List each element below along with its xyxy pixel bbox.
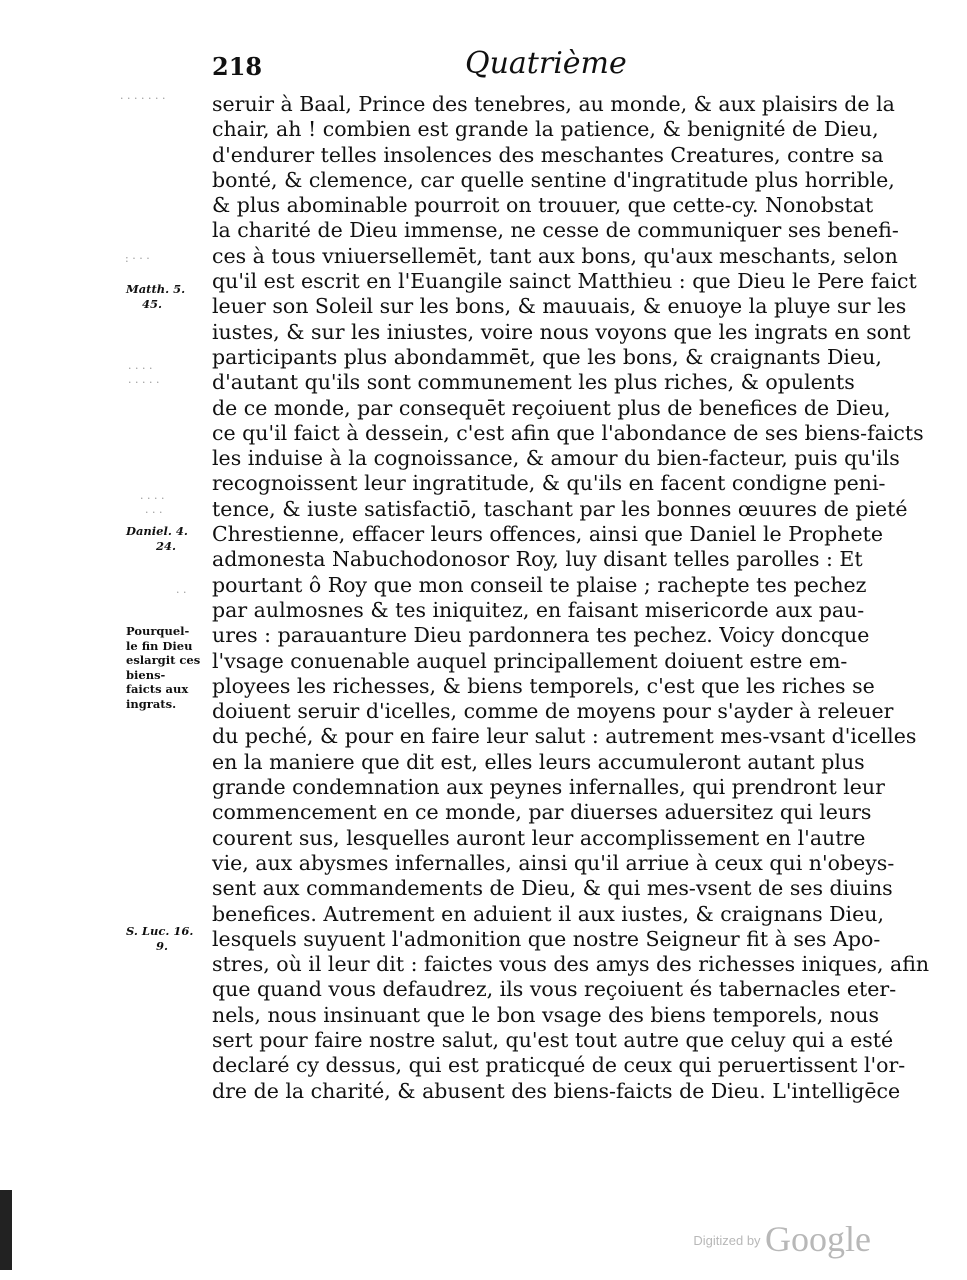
margin-note-line: biens- [126, 667, 166, 682]
text-line: en la maniere que dit est, elles leurs accumuleront autant plus [212, 749, 865, 774]
text-line: les induise à la cognoissance, & amour du bien-facteur, puis qu'ils [212, 446, 900, 471]
text-line: courent sus, lesquelles auront leur accomplissement en l'autre [212, 825, 866, 850]
margin-note-line: Pourquel- [126, 624, 190, 638]
text-line: l'vsage conuenable auquel principallement doiuent estre em- [212, 648, 848, 673]
margin-note-line: 45. [142, 296, 163, 311]
text-line: la charité de Dieu immense, ne cesse de communiquer ses benefi- [212, 218, 899, 243]
margin-note-luke [126, 924, 193, 953]
text-line: lesquels suyuent l'admonition que nostre Seigneur fit à ses Apo- [212, 926, 881, 951]
margin-note-line: ingrats. [126, 696, 177, 711]
bleed-through-mark: · · · · · [128, 376, 160, 389]
margin-note-line: eslargit ces [126, 653, 201, 667]
margin-note-line: S. Luc. 16. [126, 924, 194, 938]
running-title: Quatrième [465, 46, 627, 81]
text-line: stres, où il leur dit : faictes vous des amys des richesses iniques, afin [212, 952, 930, 977]
text-line: de ce monde, par consequēt reçoiuent plus de benefices de Dieu, [212, 395, 891, 420]
margin-note-daniel [126, 524, 188, 553]
margin-note-matthew [126, 282, 185, 311]
margin-note-line: faicts aux [126, 682, 189, 696]
text-line: ces à tous vniuersellemēt, tant aux bons, qu'aux meschants, selon [212, 243, 898, 268]
text-line: recognoissent leur ingratitude, & qu'ils en facent condigne peni- [212, 471, 886, 496]
watermark-prefix: Digitized by [693, 1233, 761, 1248]
text-line: grande condemnation aux peynes infernalles, qui prendront leur [212, 775, 885, 800]
text-line: sert pour faire nostre salut, qu'est tout autre que celuy qui a esté [212, 1027, 894, 1052]
text-line: doiuent seruir d'icelles, comme de moyens pour s'ayder à releuer [212, 699, 894, 724]
bleed-through-mark: · · · · [140, 492, 165, 505]
margin-note-why-god-gives [126, 624, 200, 711]
text-line: seruir à Baal, Prince des tenebres, au monde, & aux plaisirs de la [212, 92, 895, 116]
text-line: ployees les richesses, & biens temporels, c'est que les riches se [212, 673, 875, 698]
text-line: vie, aux abysmes infernalles, ainsi qu'il arriue à ceux qui n'obeys- [212, 850, 895, 875]
text-line: par aulmosnes & tes iniquitez, en faisant misericorde aux pau- [212, 597, 865, 622]
text-line: participants plus abondammēt, que les bons, & craignants Dieu, [212, 344, 882, 369]
text-line: tence, & iuste satisfactiō, taschant par les bonnes œuures de pieté [212, 496, 908, 521]
text-line: qu'il est escrit en l'Euangile sainct Matthieu : que Dieu le Pere faict [212, 269, 917, 294]
text-line: ce qu'il faict à dessein, c'est afin que l'abondance de ses biens-faicts [212, 420, 924, 445]
bleed-through-mark: · · · [145, 506, 163, 519]
text-line: leuer son Soleil sur les bons, & mauuais, & enuoye la pluye sur les [212, 294, 907, 319]
body-text [212, 92, 930, 1104]
text-line: bonté, & clemence, car quelle sentine d'ingratitude plus horrible, [212, 167, 895, 192]
text-line: sent aux commandements de Dieu, & qui mes-vsent de ses diuins [212, 876, 893, 901]
text-line: nels, nous insinuant que le bon vsage des biens temporels, nous [212, 1002, 880, 1027]
text-line: d'endurer telles insolences des meschantes Creatures, contre sa [212, 142, 884, 167]
margin-note-line: 9. [156, 938, 169, 953]
margin-note-line: Matth. 5. [126, 282, 186, 296]
text-line: que quand vous defaudrez, ils vous reçoiuent és tabernacles eter- [212, 977, 897, 1002]
text-line: Chrestienne, effacer leurs offences, ainsi que Daniel le Prophete [212, 522, 883, 547]
margin-note-line: le fin Dieu [126, 638, 193, 653]
bleed-through-mark: : · · · [125, 252, 150, 265]
bleed-through-mark: · · · · · · · [120, 92, 166, 105]
bleed-through-mark: · · [176, 586, 187, 599]
page-number: 218 [212, 52, 263, 81]
text-line: declaré cy dessus, qui est praticqué de ceux qui peruertissent l'or- [212, 1053, 906, 1078]
text-line: commencement en ce monde, par diuerses aduersitez qui leurs [212, 800, 872, 825]
digitized-watermark [693, 1218, 871, 1260]
text-line: dre de la charité, & abusent des biens-faicts de Dieu. L'intelligēce [212, 1078, 901, 1103]
text-line: chair, ah ! combien est grande la patience, & benignité de Dieu, [212, 117, 879, 142]
bleed-through-mark: · · · · [128, 362, 153, 375]
text-line: iustes, & sur les iniustes, voire nous voyons que les ingrats en sont [212, 319, 911, 344]
text-line: admonesta Nabuchodonosor Roy, luy disant telles parolles : Et [212, 547, 863, 572]
text-line: du peché, & pour en faire leur salut : autrement mes-vsant d'icelles [212, 724, 917, 749]
text-line: ures : parauanture Dieu pardonnera tes pechez. Voicy doncque [212, 623, 870, 648]
text-line: d'autant qu'ils sont communement les plus riches, & opulents [212, 370, 855, 395]
text-line: & plus abominable pourroit on trouuer, que cette-cy. Nonobstat [212, 193, 874, 218]
text-line: benefices. Autrement en aduient il aux iustes, & craignans Dieu, [212, 901, 884, 926]
margin-note-line: Daniel. 4. [126, 524, 188, 538]
watermark-brand: Google [765, 1219, 871, 1259]
text-line: pourtant ô Roy que mon conseil te plaise ; rachepte tes pechez [212, 572, 867, 597]
margin-note-line: 24. [156, 538, 177, 553]
scan-edge-shadow [0, 1190, 12, 1270]
